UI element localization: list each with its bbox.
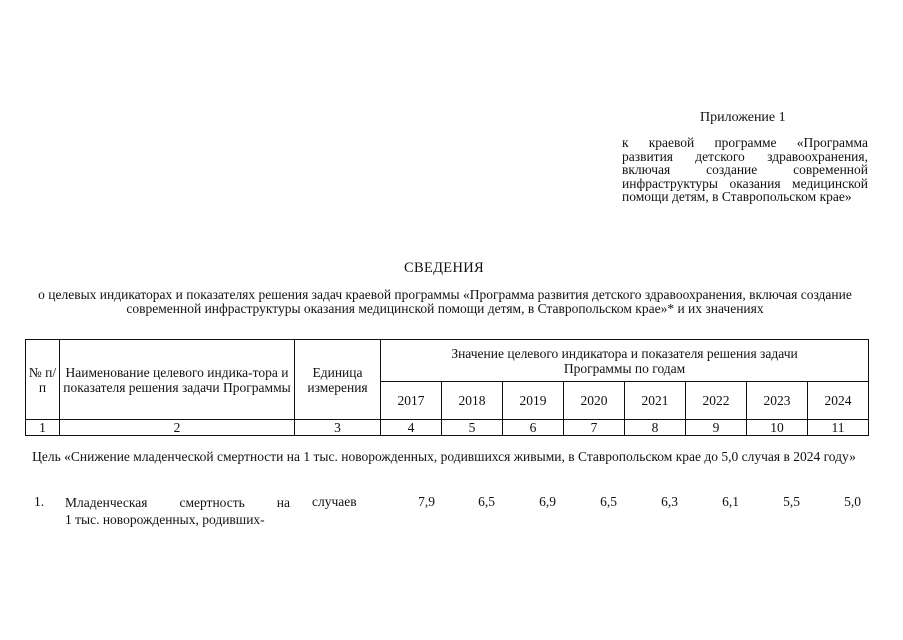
header-year: 2021 <box>625 382 686 420</box>
header-year: 2019 <box>503 382 564 420</box>
document-subtitle: о целевых индикаторах и показателях решения задач краевой программы «Программа развития детского здравоохранения, включая создание современной инфраструктуры оказания медицинской помощи детям, в Ставропольском крае»* и их значениях <box>38 287 852 316</box>
row-indicator-name-line2: 1 тыс. новорожденных, родивших- <box>65 512 265 527</box>
document-heading: СВЕДЕНИЯ <box>404 260 484 276</box>
column-number: 6 <box>503 420 564 436</box>
column-number: 2 <box>60 420 295 436</box>
row-value-2019: 6,9 <box>539 494 556 509</box>
appendix-body: к краевой программе «Программа развития детского здравоохранения, включая создание современной инфраструктуры оказания медицинской помощи детям, в Ставропольском крае» <box>622 135 868 204</box>
row-unit: случаев <box>312 494 357 509</box>
column-number: 8 <box>625 420 686 436</box>
column-number: 3 <box>295 420 381 436</box>
header-year: 2017 <box>381 382 442 420</box>
row-value-2022: 6,1 <box>722 494 739 509</box>
header-name: Наименование целевого индика-тора и показателя решения задачи Программы <box>60 340 295 420</box>
header-unit: Единица измерения <box>295 340 381 420</box>
row-value-2018: 6,5 <box>478 494 495 509</box>
column-number: 4 <box>381 420 442 436</box>
header-year: 2023 <box>747 382 808 420</box>
column-number: 1 <box>26 420 60 436</box>
goal-statement: Цель «Снижение младенческой смертности на 1 тыс. новорожденных, родившихся живыми, в Ставропольском крае до 5,0 случая в 2024 году» <box>32 449 856 464</box>
header-num: № п/п <box>26 340 60 420</box>
column-number: 10 <box>747 420 808 436</box>
appendix-title: Приложение 1 <box>700 110 786 125</box>
row-value-2023: 5,5 <box>783 494 800 509</box>
header-year: 2018 <box>442 382 503 420</box>
column-number: 7 <box>564 420 625 436</box>
row-value-2021: 6,3 <box>661 494 678 509</box>
row-number: 1. <box>34 494 45 509</box>
row-value-2017: 7,9 <box>418 494 435 509</box>
indicators-table <box>25 339 869 436</box>
column-number: 11 <box>808 420 869 436</box>
row-value-2020: 6,5 <box>600 494 617 509</box>
row-value-2024: 5,0 <box>844 494 861 509</box>
header-values-group: Значение целевого индикатора и показателя решения задачи Программы по годам <box>381 340 869 382</box>
row-indicator-name-line1: Младенческая смертность на <box>65 495 290 510</box>
header-year: 2020 <box>564 382 625 420</box>
column-number: 5 <box>442 420 503 436</box>
header-year: 2022 <box>686 382 747 420</box>
column-number: 9 <box>686 420 747 436</box>
header-year: 2024 <box>808 382 869 420</box>
row-indicator-name <box>65 494 290 528</box>
